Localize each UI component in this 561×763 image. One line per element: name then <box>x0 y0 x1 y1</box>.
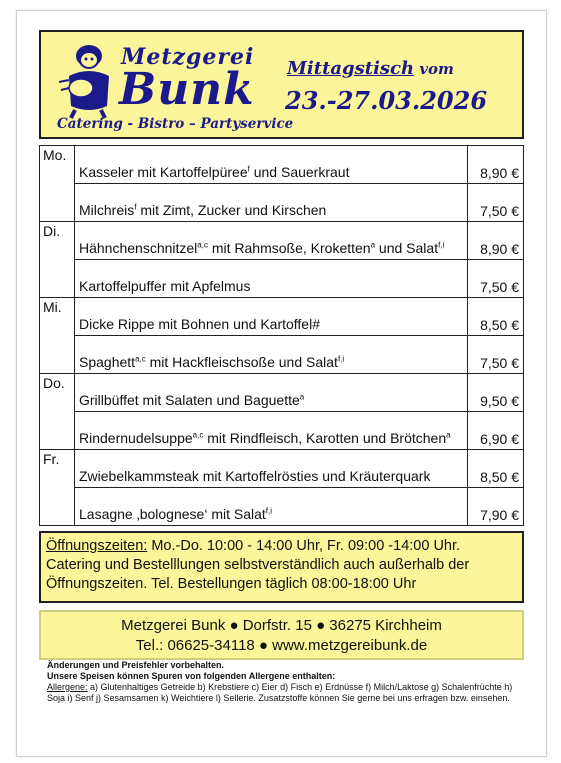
dish-name: Kasseler mit Kartoffelpüree$^f$ und Sauerkraut <box>75 146 468 184</box>
allergen-text: a) Glutenhaltiges Getreide b) Krebstiere c) Eier d) Fisch e) Erdnüsse f) Milch/Laktose g) Schalenfrüchte h) Soja i) Senf j) Sesamsamen k) Weichtiere l) Sellerie. Zusatzstoffe können Sie gerne bei uns erfragen bzw. einsehen. <box>47 682 513 703</box>
brand-tagline: Catering - Bistro – Partyservice <box>57 116 294 132</box>
dish-price: 7,50 € <box>468 260 524 298</box>
dish-name: Spaghett$^{a,c}$ mit Hackfleischsoße und Salat$^{f,i}$ <box>75 336 468 374</box>
opening-hours-box <box>39 531 524 603</box>
dish-price: 8,90 € <box>468 146 524 184</box>
menu-date-range: 23.-27.03.2026 <box>285 86 488 115</box>
dish-price: 8,90 € <box>468 222 524 260</box>
allergen-intro: Unsere Speisen können Spuren von folgenden Allergene enthalten: <box>47 671 336 681</box>
dish-name: Rindernudelsuppe$^{a,c}$ mit Rindfleisch, Karotten und Brötchen$^a$ <box>75 412 468 450</box>
table-row <box>40 184 524 222</box>
dish-price: 8,50 € <box>468 298 524 336</box>
dish-price: 9,50 € <box>468 374 524 412</box>
dish-price: 6,90 € <box>468 412 524 450</box>
table-row <box>40 412 524 450</box>
footer-notes <box>47 660 517 704</box>
dish-name: Zwiebelkammsteak mit Kartoffelrösties und Kräuterquark <box>75 450 468 488</box>
allergen-label: Allergene: <box>47 682 88 692</box>
day-label: Do. <box>40 374 75 450</box>
dish-name: Lasagne ‚bolognese‘ mit Salat$^{f,i}$ <box>75 488 468 526</box>
address-box <box>39 610 524 660</box>
table-row <box>40 222 524 260</box>
dish-name: Kartoffelpuffer mit Apfelmus <box>75 260 468 298</box>
dish-name: Dicke Rippe mit Bohnen und Kartoffel# <box>75 298 468 336</box>
contact-line: Tel.: 06625-34118 ● www.metzgereibunk.de <box>135 637 428 654</box>
disclaimer: Änderungen und Preisfehler vorbehalten. <box>47 660 225 670</box>
day-label: Mo. <box>40 146 75 222</box>
dish-name: Grillbüffet mit Salaten und Baguette$^a$ <box>75 374 468 412</box>
menu-title-label: Mittagstisch <box>287 58 415 79</box>
dish-name: Milchreis$^f$ mit Zimt, Zucker und Kirschen <box>75 184 468 222</box>
menu-title-vom: vom <box>414 60 454 78</box>
opening-hours-line <box>46 537 517 556</box>
table-row <box>40 374 524 412</box>
allergen-list <box>47 682 517 704</box>
table-row <box>40 298 524 336</box>
table-row <box>40 450 524 488</box>
table-row <box>40 260 524 298</box>
table-row <box>40 488 524 526</box>
opening-hours-label: Öffnungszeiten: <box>46 538 148 554</box>
opening-hours-times: Mo.-Do. 10:00 - 14:00 Uhr, Fr. 09:00 -14:00 Uhr. <box>147 538 461 554</box>
dish-price: 7,90 € <box>468 488 524 526</box>
dish-price: 7,50 € <box>468 184 524 222</box>
weekly-menu-table <box>39 145 524 526</box>
dish-name: Hähnchenschnitzel$^{a,c}$ mit Rahmsoße, Kroketten$^a$ und Salat$^{f,i}$ <box>75 222 468 260</box>
brand-name-main: Bunk <box>119 64 255 115</box>
day-label: Fr. <box>40 450 75 526</box>
day-label: Mi. <box>40 298 75 374</box>
menu-title <box>287 58 454 79</box>
butcher-mascot-logo <box>55 40 119 120</box>
dish-price: 8,50 € <box>468 450 524 488</box>
catering-note: Catering und Bestelllungen selbstverständlich auch außerhalb der Öffnungszeiten. Tel. Bestellungen täglich 08:00-18:00 Uhr <box>46 557 470 592</box>
brand-name-top: Metzgerei <box>121 44 255 70</box>
table-row <box>40 146 524 184</box>
header-banner <box>39 30 524 139</box>
dish-price: 7,50 € <box>468 336 524 374</box>
day-label: Di. <box>40 222 75 298</box>
table-row <box>40 336 524 374</box>
address-line: Metzgerei Bunk ● Dorfstr. 15 ● 36275 Kirchheim <box>121 617 442 634</box>
